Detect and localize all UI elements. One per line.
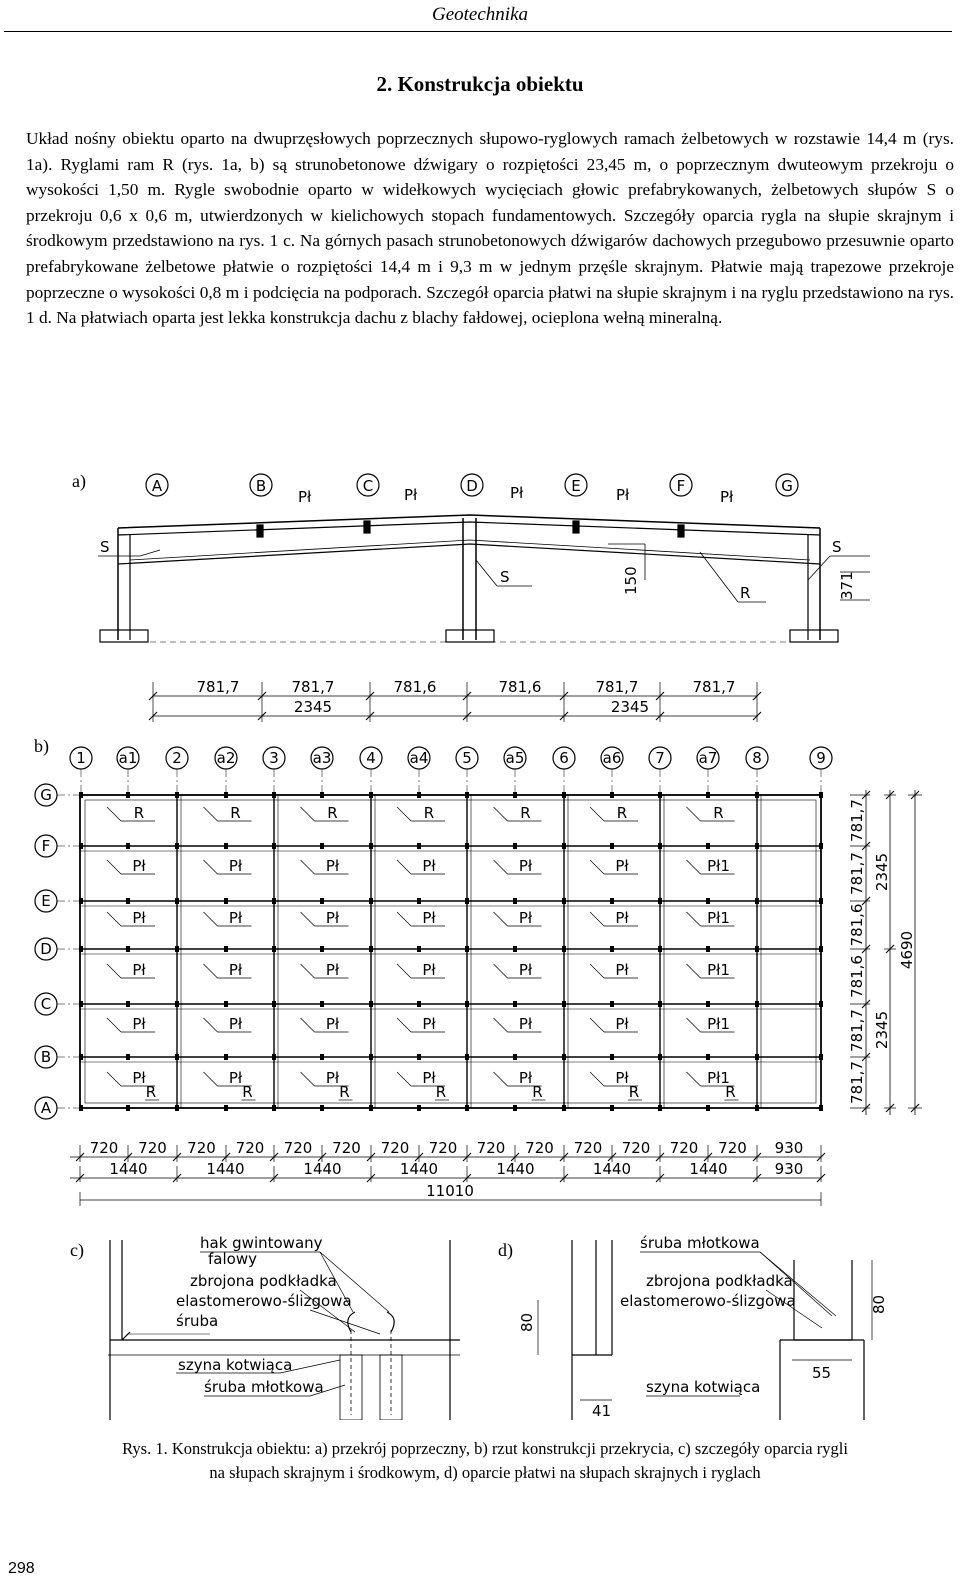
header-rule bbox=[4, 31, 952, 32]
axis-label: a7 bbox=[698, 749, 718, 767]
cell-label: Pł bbox=[132, 1015, 146, 1033]
cell-label: R bbox=[725, 1083, 736, 1101]
cell-label: R bbox=[133, 804, 145, 822]
cell-label: Pł1 bbox=[707, 1015, 730, 1033]
side-dimension: 371 bbox=[838, 571, 856, 600]
dimension-value: 781,7 bbox=[692, 678, 736, 696]
dimension-total: 4690 bbox=[898, 930, 916, 970]
callout-text: elastomerowo-ślizgowa bbox=[176, 1292, 352, 1310]
axis-label: E bbox=[41, 892, 51, 910]
callout-text: szyna kotwiąca bbox=[646, 1378, 761, 1396]
dimension-value: 720 bbox=[89, 1139, 119, 1157]
cell-label: Pł bbox=[325, 857, 340, 875]
panel-a-labels bbox=[100, 484, 856, 602]
cell-label: R bbox=[423, 804, 435, 822]
dimension-80: 80 bbox=[870, 1294, 888, 1314]
axis-label: D bbox=[40, 940, 52, 958]
cell-label: Pł bbox=[422, 961, 436, 979]
dimension-value: 720 bbox=[283, 1139, 313, 1157]
panel-c-label: c) bbox=[70, 1240, 84, 1260]
cell-label: Pł bbox=[325, 1015, 340, 1033]
axis-label: 3 bbox=[269, 749, 279, 767]
callout-text: falowy bbox=[208, 1250, 257, 1268]
dimension-value: 1440 bbox=[206, 1160, 245, 1178]
dimension-value: 720 bbox=[621, 1139, 651, 1157]
dimension-value: 720 bbox=[138, 1139, 167, 1157]
axis-label: G bbox=[781, 477, 793, 495]
figure-drawing bbox=[0, 460, 960, 1420]
callout-text: zbrojona podkładka bbox=[190, 1272, 337, 1290]
body-paragraph: Układ nośny obiektu oparto na dwuprzęsłowych poprzecznych słupowo-ryglowych ramach żelbetowych w rozstawie 14,4 m (rys. 1a). Ryglami ram R (rys. 1a, b) są strunobetonowe dźwigary o rozpiętości 23,45 m, o poprzecznym dwuteowym przekroju o wysokości 1,50 m. Rygle swobodnie oparto w widełkowych wycięciach głowic prefabrykowanych, żelbetowych słupów S o przekroju 0,6 x 0,6 m, utwierdzonych w kielichowych stopach fundamentowych. Szczegóły oparcia rygla na słupie skrajnym i środkowym przedstawiono na rys. 1 c. Na górnych pasach strunobetonowych dźwigarów dachowych przegubowo przesuwnie oparto prefabrykowane żelbetowe płatwie o rozpiętości 14,4 m i 9,3 m w jednym przęśle skrajnym. Płatwie mają trapezowe przekroje poprzeczne o wysokości 0,8 m i podcięcia na podporach. Szczegół oparcia płatwi na słupie skrajnym i na ryglu przedstawiono na rys. 1 d. Na płatwiach oparta jest lekka konstrukcja dachu z blachy fałdowej, ocieplona wełną mineralną. bbox=[26, 129, 954, 328]
axis-label: B bbox=[40, 1048, 52, 1066]
dimension-value: 720 bbox=[718, 1139, 747, 1157]
purlin-label: Pł bbox=[510, 484, 524, 502]
page-number: 298 bbox=[8, 1560, 35, 1577]
panel-a-roof bbox=[100, 515, 838, 642]
cell-label: R bbox=[532, 1083, 543, 1101]
panel-a-leaders bbox=[98, 544, 870, 602]
page-header bbox=[0, 0, 960, 32]
cell-label: Pł bbox=[615, 1015, 629, 1033]
caption-line-2: na słupach skrajnym i środkowym, d) oparcie płatwi na słupach skrajnych i ryglach bbox=[209, 1463, 761, 1482]
purlin-label: Pł bbox=[616, 486, 630, 504]
cell-label: Pł bbox=[518, 1015, 533, 1033]
dimension-value: 720 bbox=[573, 1139, 603, 1157]
cell-label: Pł bbox=[132, 909, 146, 927]
dimension-value: 720 bbox=[525, 1139, 554, 1157]
axis-label: a1 bbox=[118, 749, 138, 767]
dimension-value: 781,6 bbox=[393, 678, 437, 696]
panel-b-grid bbox=[57, 769, 823, 1111]
axis-label: E bbox=[571, 477, 581, 495]
cell-label: R bbox=[339, 1083, 350, 1101]
dimension-value: 1440 bbox=[496, 1160, 535, 1178]
axis-label: F bbox=[676, 477, 686, 495]
panel-b bbox=[34, 678, 922, 1206]
callout-text: szyna kotwiąca bbox=[178, 1356, 293, 1374]
caption-line-1: Rys. 1. Konstrukcja obiektu: a) przekrój poprzeczny, b) rzut konstrukcji przekrycia, c) szczegóły oparcia rygli bbox=[122, 1439, 848, 1458]
dimension-value: 781,7 bbox=[291, 678, 335, 696]
dimension-value: 781,7 bbox=[848, 799, 866, 842]
figure-caption bbox=[30, 1437, 940, 1485]
dimension-value: 781,6 bbox=[848, 903, 866, 947]
beam-label: R bbox=[740, 584, 751, 602]
panel-b-column-axes bbox=[70, 747, 832, 769]
cell-label: Pł bbox=[422, 1015, 436, 1033]
dimension-total: 11010 bbox=[426, 1182, 474, 1200]
cell-label: R bbox=[435, 1083, 447, 1101]
dimension-value: 781,6 bbox=[848, 955, 866, 998]
callout-text: hak gwintowany bbox=[200, 1234, 323, 1252]
cell-label: Pł bbox=[422, 857, 436, 875]
callout-text: śruba młotkowa bbox=[640, 1234, 760, 1252]
dimension-value: 1440 bbox=[303, 1160, 342, 1178]
cell-label: Pł bbox=[132, 961, 146, 979]
cell-label: Pł bbox=[132, 857, 146, 875]
cell-label: Pł bbox=[518, 1069, 533, 1087]
axis-label: G bbox=[40, 786, 52, 804]
cell-label: Pł bbox=[518, 961, 533, 979]
panel-a-axes bbox=[146, 474, 798, 496]
axis-label: 4 bbox=[366, 749, 376, 767]
dimension-value: 720 bbox=[187, 1139, 216, 1157]
panel-b-top-dimensions bbox=[149, 678, 761, 722]
dimension-total: 2345 bbox=[293, 698, 333, 716]
cell-label: R bbox=[230, 804, 241, 822]
dimension-value: 781,7 bbox=[848, 1009, 866, 1052]
dimension-value: 720 bbox=[476, 1139, 506, 1157]
dimension-value: 720 bbox=[428, 1139, 458, 1157]
dimension-value: 781,7 bbox=[848, 852, 866, 895]
body-text bbox=[26, 126, 954, 331]
panel-b-label: b) bbox=[34, 736, 49, 756]
axis-label: C bbox=[362, 477, 374, 495]
cell-label: Pł bbox=[615, 909, 629, 927]
callout-text: elastomerowo-ślizgowa bbox=[620, 1292, 796, 1310]
cell-label: Pł1 bbox=[707, 961, 730, 979]
callout-text: zbrojona podkładka bbox=[646, 1272, 793, 1290]
dimension-value: 781,6 bbox=[498, 678, 542, 696]
dimension-value: 781,7 bbox=[595, 678, 639, 696]
panel-b-right-dimensions bbox=[848, 790, 922, 1115]
dimension-80: 80 bbox=[518, 1312, 536, 1332]
axis-label: 7 bbox=[655, 749, 665, 767]
axis-label: 9 bbox=[816, 749, 826, 767]
panel-b-row-axes bbox=[35, 784, 57, 1119]
axis-label: 5 bbox=[462, 749, 472, 767]
cell-label: Pł bbox=[615, 1069, 629, 1087]
axis-label: C bbox=[40, 995, 52, 1013]
cell-label: R bbox=[628, 1083, 640, 1101]
panel-c bbox=[70, 1234, 460, 1420]
dimension-value: 720 bbox=[380, 1139, 410, 1157]
cell-label: Pł bbox=[228, 1015, 243, 1033]
axis-label: 2 bbox=[172, 749, 182, 767]
purlin-label: Pł bbox=[404, 486, 418, 504]
axis-label: 1 bbox=[76, 749, 86, 767]
dimension-value: 1440 bbox=[399, 1160, 439, 1178]
cell-label: Pł bbox=[228, 909, 243, 927]
cell-label: Pł bbox=[132, 1069, 146, 1087]
axis-label: F bbox=[41, 837, 51, 855]
cell-label: Pł bbox=[422, 1069, 436, 1087]
purlin-label: Pł bbox=[720, 488, 734, 506]
figure-1 bbox=[0, 460, 960, 1420]
axis-label: a3 bbox=[312, 749, 332, 767]
cell-label: Pł bbox=[518, 857, 533, 875]
axis-label: D bbox=[466, 477, 478, 495]
dimension-total: 2345 bbox=[610, 698, 650, 716]
dimension-55: 55 bbox=[812, 1364, 832, 1382]
purlin-label: Pł bbox=[298, 488, 312, 506]
panel-b-bottom-dimensions bbox=[70, 1139, 825, 1206]
callout-text: śruba bbox=[176, 1312, 219, 1330]
cell-label: R bbox=[145, 1083, 157, 1101]
cell-label: Pł1 bbox=[707, 1069, 730, 1087]
cell-label: Pł1 bbox=[707, 909, 730, 927]
dimension-value: 930 bbox=[774, 1160, 804, 1178]
panel-d-callouts bbox=[518, 1234, 888, 1420]
dimension-value: 1440 bbox=[689, 1160, 728, 1178]
cell-label: Pł bbox=[518, 909, 533, 927]
cell-label: Pł bbox=[615, 857, 629, 875]
callout-text: śruba młotkowa bbox=[204, 1378, 324, 1396]
axis-label: a6 bbox=[602, 749, 622, 767]
cell-label: Pł bbox=[228, 857, 243, 875]
cell-label: Pł bbox=[422, 909, 436, 927]
journal-title: Geotechnika bbox=[431, 4, 528, 25]
column-label: S bbox=[832, 538, 842, 556]
dimension-total: 2345 bbox=[873, 852, 891, 892]
cell-label: Pł bbox=[615, 961, 629, 979]
cell-label: Pł bbox=[325, 1069, 340, 1087]
dimension-value: 720 bbox=[332, 1139, 361, 1157]
axis-label: 6 bbox=[559, 749, 569, 767]
dimension-total: 2345 bbox=[873, 1010, 891, 1050]
column-label: S bbox=[500, 568, 510, 586]
section-title: 2. Konstrukcja obiektu bbox=[376, 72, 584, 96]
panel-d bbox=[498, 1234, 888, 1420]
cell-label: Pł bbox=[325, 961, 340, 979]
dimension-value: 720 bbox=[669, 1139, 699, 1157]
dimension-value: 781,7 bbox=[196, 678, 240, 696]
axis-label: A bbox=[40, 1099, 52, 1117]
cell-label: R bbox=[616, 804, 628, 822]
cell-label: Pł bbox=[228, 1069, 243, 1087]
axis-label: a4 bbox=[409, 749, 429, 767]
dimension-41: 41 bbox=[592, 1402, 612, 1420]
dimension-value: 1440 bbox=[109, 1160, 148, 1178]
dimension-value: 1440 bbox=[592, 1160, 632, 1178]
axis-label: B bbox=[255, 477, 267, 495]
axis-label: a5 bbox=[505, 749, 525, 767]
cell-label: R bbox=[327, 804, 338, 822]
panel-a-label: a) bbox=[72, 471, 86, 491]
cell-label: Pł bbox=[325, 909, 340, 927]
axis-label: a2 bbox=[216, 749, 236, 767]
cell-label: Pł1 bbox=[707, 857, 730, 875]
axis-label: 8 bbox=[752, 749, 762, 767]
panel-d-label: d) bbox=[498, 1240, 513, 1260]
axis-label: A bbox=[151, 477, 163, 495]
dimension-value: 720 bbox=[235, 1139, 265, 1157]
dimension-value: 930 bbox=[774, 1139, 804, 1157]
cell-label: R bbox=[242, 1083, 253, 1101]
panel-a bbox=[72, 471, 870, 642]
dimension-value: 781,7 bbox=[848, 1061, 866, 1104]
cell-label: R bbox=[713, 804, 724, 822]
height-dimension: 150 bbox=[622, 566, 640, 595]
cell-label: Pł bbox=[228, 961, 243, 979]
column-label: S bbox=[100, 538, 110, 556]
cell-label: R bbox=[520, 804, 531, 822]
